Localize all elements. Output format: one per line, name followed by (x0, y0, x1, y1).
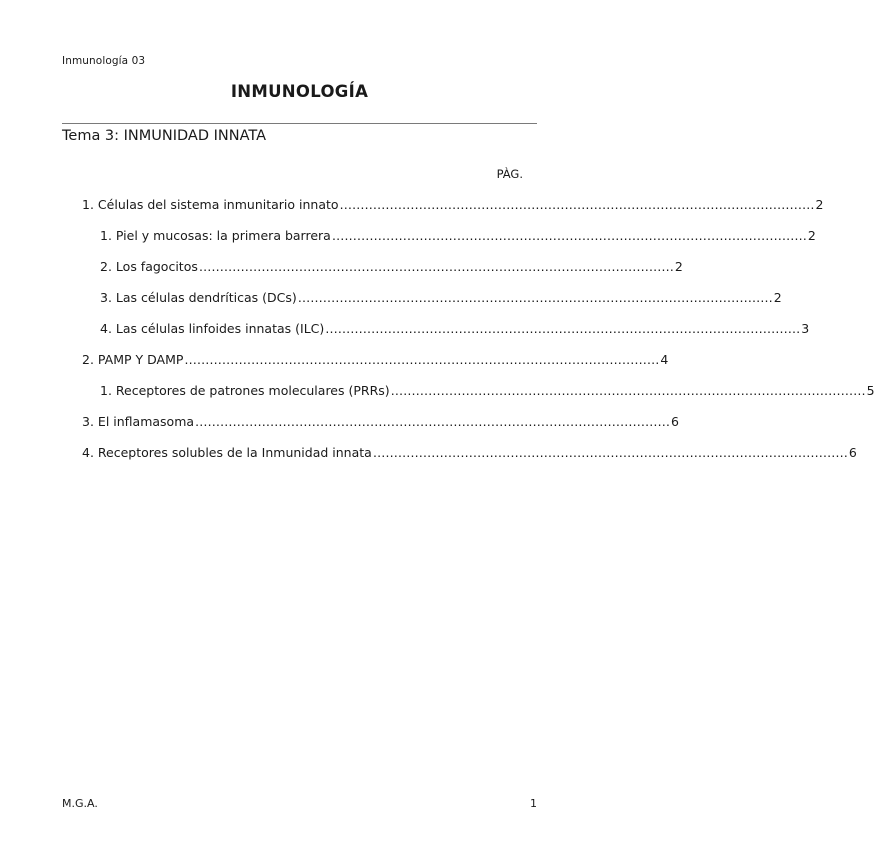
toc-entry-page: 3 (801, 321, 810, 336)
toc-leader-dots: …………………………………………………………………………………………………… (198, 259, 674, 274)
toc-entry[interactable] (100, 321, 810, 339)
toc-entry-text: Las células linfoides innatas (ILC) (115, 321, 325, 336)
section-title: Tema 3: INMUNIDAD INNATA (62, 128, 267, 144)
toc-leader-dots: …………………………………………………………………………………………………… (331, 228, 807, 243)
toc-entry[interactable] (82, 352, 669, 370)
toc-entry[interactable] (100, 290, 782, 308)
toc-entry-text: Receptores solubles de la Inmunidad innata (97, 445, 372, 460)
toc-entry-page: 2 (807, 228, 816, 243)
toc-entry-page: 4 (660, 352, 669, 367)
toc-entry-number: 1. (100, 228, 112, 243)
toc-entry-page: 2 (773, 290, 782, 305)
toc-entry[interactable] (100, 383, 875, 401)
toc-entry-number: 4. (100, 321, 112, 336)
toc-entry[interactable] (100, 259, 683, 277)
toc-entry-number: 3. (82, 414, 94, 429)
toc-entry-text: Los fagocitos (115, 259, 198, 274)
toc-entry-page: 6 (848, 445, 857, 460)
toc-leader-dots: …………………………………………………………………………………………………… (372, 445, 848, 460)
toc-leader-dots: …………………………………………………………………………………………………… (297, 290, 773, 305)
title-divider (62, 123, 537, 124)
toc-entry-text: Piel y mucosas: la primera barrera (115, 228, 331, 243)
toc-entry-page: 6 (671, 414, 679, 429)
toc-entry-number: 3. (100, 290, 112, 305)
toc-entry-number: 1. (82, 197, 94, 212)
toc-entry-number: 1. (100, 383, 112, 398)
toc-entry-page: 2 (815, 197, 824, 212)
toc-entry-text: PAMP Y DAMP (97, 352, 184, 367)
toc-entry[interactable] (82, 414, 679, 432)
toc-entry-text: Receptores de patrones moleculares (PRRs) (115, 383, 390, 398)
toc-entry-page: 5 (866, 383, 875, 398)
toc-leader-dots: …………………………………………………………………………………………………… (390, 383, 866, 398)
toc-entry[interactable] (100, 228, 816, 246)
toc-entry-text: Células del sistema inmunitario innato (97, 197, 339, 212)
toc-entry-number: 2. (82, 352, 94, 367)
toc-entry-number: 2. (100, 259, 112, 274)
toc-entry-number: 4. (82, 445, 94, 460)
toc-entry-page: 2 (674, 259, 683, 274)
toc-entry-text: Las células dendríticas (DCs) (115, 290, 297, 305)
toc-leader-dots: …………………………………………………………………………………………………… (325, 321, 801, 336)
footer-author: M.G.A. (62, 797, 98, 810)
document-title: INMUNOLOGÍA (230, 82, 369, 101)
toc-entry[interactable] (82, 445, 857, 463)
running-header: Inmunología 03 (62, 55, 146, 67)
page-column-label: PÀG. (496, 167, 523, 181)
toc-leader-dots: …………………………………………………………………………………………………… (184, 352, 660, 367)
toc-entry-text: El inflamasoma (97, 414, 195, 429)
footer-page-number: 1 (530, 797, 537, 810)
toc-leader-dots: …………………………………………………………………………………………………… (195, 414, 671, 429)
toc-leader-dots: …………………………………………………………………………………………………… (339, 197, 815, 212)
toc-entry[interactable] (82, 197, 824, 215)
